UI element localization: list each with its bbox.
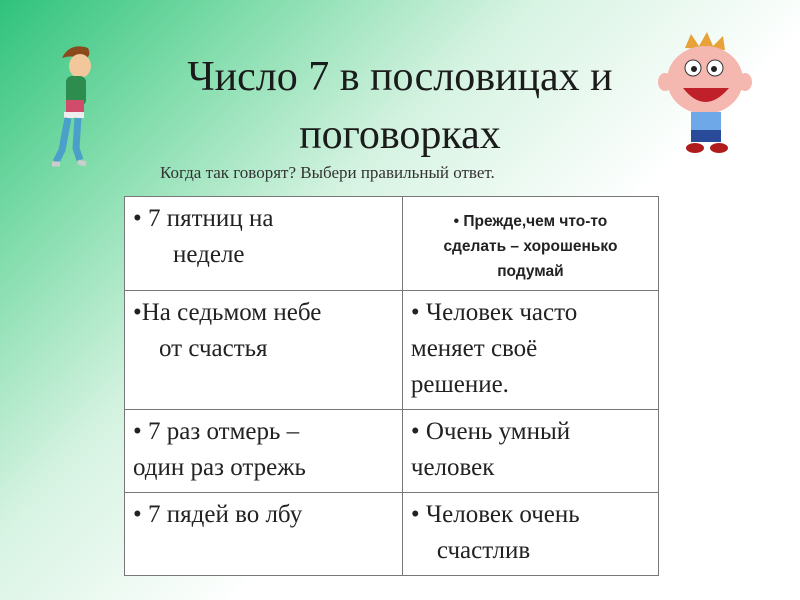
proverb-cell	[125, 197, 403, 291]
meaning-text: счастлив	[436, 537, 531, 564]
proverb-cell	[125, 291, 403, 410]
meaning-cell	[402, 197, 658, 291]
proverb-text: один раз отрежь	[133, 454, 306, 481]
meaning-cell	[402, 291, 658, 410]
table-row	[125, 410, 659, 493]
walking-boy-illustration	[40, 40, 110, 170]
proverb-text: •На седьмом небе	[133, 299, 322, 326]
meaning-text: • Прежде,чем что-то	[453, 213, 608, 230]
proverb-cell	[125, 410, 403, 493]
table-row	[125, 197, 659, 291]
meaning-cell	[402, 410, 658, 493]
table-row	[125, 493, 659, 576]
meaning-text: • Человек очень	[410, 501, 580, 528]
proverb-text: • 7 пядей во лбу	[133, 501, 303, 528]
smiling-boy-illustration	[655, 30, 760, 155]
proverb-text: неделе	[173, 241, 245, 268]
proverb-text: • 7 пятниц на	[133, 205, 274, 232]
instruction-text: Когда так говорят? Выбери правильный ответ.	[160, 163, 495, 182]
proverb-cell	[125, 493, 403, 576]
meaning-text: решение.	[410, 371, 509, 398]
meaning-text: подумай	[497, 263, 564, 280]
proverb-text: • 7 раз отмерь –	[133, 418, 300, 445]
meaning-text: меняет своё	[410, 335, 538, 362]
meaning-text: • Человек часто	[410, 299, 578, 326]
meaning-text: • Очень умный	[410, 418, 571, 445]
table-row	[125, 291, 659, 410]
proverb-text: от счастья	[159, 335, 268, 362]
page-title: Число 7 в пословицах и поговорках	[187, 54, 613, 158]
meaning-text: человек	[410, 454, 495, 481]
meaning-text: сделать – хорошенько	[443, 238, 618, 255]
meaning-cell	[402, 493, 658, 576]
proverbs-table	[124, 196, 659, 576]
